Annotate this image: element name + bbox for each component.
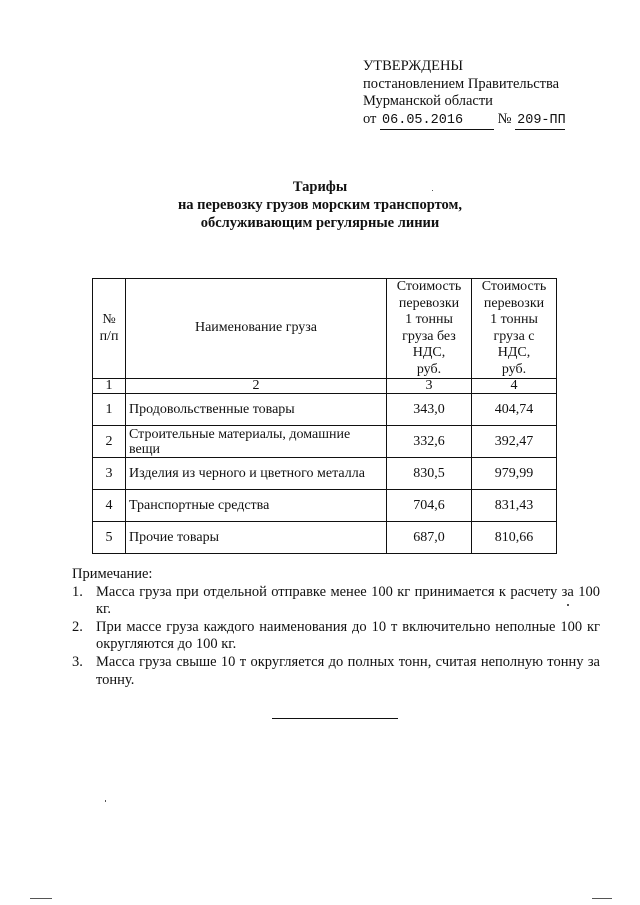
header-cost-no-vat: Стоимость перевозки 1 тонны груза без НДС, руб. <box>387 279 472 379</box>
approval-date-number <box>363 111 565 131</box>
row-num: 5 <box>93 522 126 554</box>
approval-region: Мурманской области <box>363 93 493 109</box>
column-number: 3 <box>387 379 472 394</box>
row-cost-vat: 831,43 <box>472 490 557 522</box>
row-cost-vat: 810,66 <box>472 522 557 554</box>
row-cost-no-vat: 704,6 <box>387 490 472 522</box>
title-main: Тарифы <box>292 179 348 195</box>
scan-speck <box>30 898 52 899</box>
scan-speck <box>432 190 433 191</box>
note-number: 1. <box>72 583 83 600</box>
notes-list <box>72 584 600 690</box>
scan-speck <box>592 898 612 899</box>
approval-stamp <box>363 58 565 130</box>
column-number-row <box>93 379 557 394</box>
approval-date: 06.05.2016 <box>380 112 494 131</box>
row-cost-no-vat: 687,0 <box>387 522 472 554</box>
note-number: 2. <box>72 618 83 635</box>
tariffs-table <box>92 278 557 554</box>
note-item <box>72 584 600 619</box>
column-number: 4 <box>472 379 557 394</box>
notes-heading: Примечание: <box>72 566 153 582</box>
row-num: 1 <box>93 394 126 426</box>
approval-title: УТВЕРЖДЕНЫ <box>363 58 464 74</box>
note-number: 3. <box>72 653 83 670</box>
table-row <box>93 490 557 522</box>
column-number: 1 <box>93 379 126 394</box>
header-name: Наименование груза <box>126 279 387 379</box>
note-text: Масса груза свыше 10 т округляется до полных тонн, считая неполную тонну за тонну. <box>96 653 600 688</box>
row-num: 2 <box>93 426 126 458</box>
row-num: 3 <box>93 458 126 490</box>
number-prefix: № <box>497 110 512 127</box>
table-row <box>93 522 557 554</box>
row-cost-no-vat: 332,6 <box>387 426 472 458</box>
row-cargo-name: Прочие товары <box>126 522 387 554</box>
row-cost-no-vat: 343,0 <box>387 394 472 426</box>
date-prefix: от <box>363 110 377 127</box>
title-subtitle-1: на перевозку грузов морским транспортом, <box>177 197 463 213</box>
note-text: Масса груза при отдельной отправке менее 100 кг принимается к расчету за 100 кг. <box>96 583 600 618</box>
scan-speck <box>567 604 569 606</box>
row-cost-vat: 404,74 <box>472 394 557 426</box>
document-title <box>0 178 640 232</box>
table-header-row <box>93 279 557 379</box>
header-num: № п/п <box>93 279 126 379</box>
approval-number: 209-ПП <box>515 112 565 131</box>
row-cargo-name: Строительные материалы, домашние вещи <box>126 426 387 458</box>
column-number: 2 <box>126 379 387 394</box>
row-num: 4 <box>93 490 126 522</box>
title-subtitle-2: обслуживающим регулярные линии <box>200 215 440 231</box>
notes-section <box>72 566 600 689</box>
scan-speck <box>105 800 106 802</box>
table-row <box>93 426 557 458</box>
note-text: При массе груза каждого наименования до 10 т включительно неполные 100 кг округляются до 100 кг. <box>96 618 600 653</box>
row-cost-no-vat: 830,5 <box>387 458 472 490</box>
note-item <box>72 654 600 689</box>
end-separator-line <box>272 718 398 719</box>
row-cargo-name: Продовольственные товары <box>126 394 387 426</box>
table-row <box>93 394 557 426</box>
row-cost-vat: 392,47 <box>472 426 557 458</box>
row-cost-vat: 979,99 <box>472 458 557 490</box>
header-cost-vat: Стоимость перевозки 1 тонны груза с НДС, руб. <box>472 279 557 379</box>
row-cargo-name: Изделия из черного и цветного металла <box>126 458 387 490</box>
row-cargo-name: Транспортные средства <box>126 490 387 522</box>
note-item <box>72 619 600 654</box>
approval-resolution: постановлением Правительства <box>363 75 560 92</box>
table-row <box>93 458 557 490</box>
